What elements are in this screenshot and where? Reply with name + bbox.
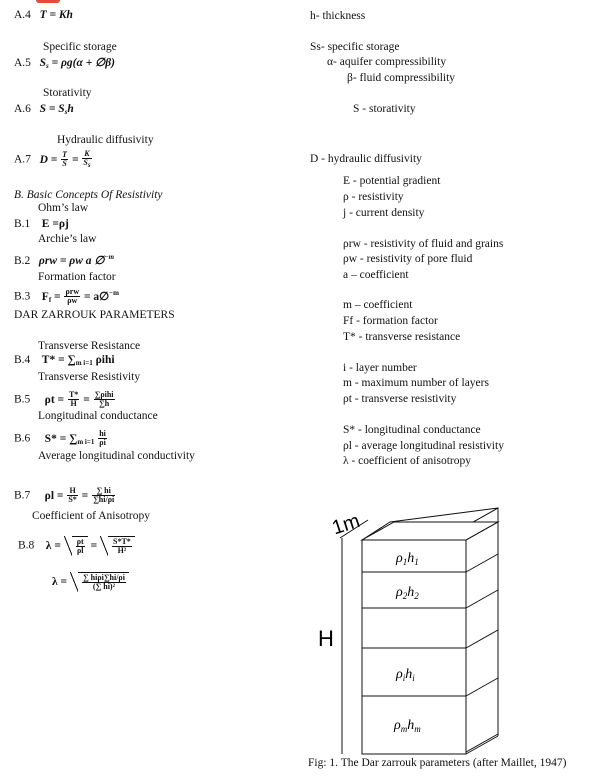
heading-ohms-law: Ohm’s law xyxy=(38,202,89,214)
eq-number: B.5 xyxy=(14,393,31,406)
def-m-max: m - maximum number of layers xyxy=(343,377,489,389)
eq-b5 xyxy=(14,391,116,409)
layer-label: $\rho_mh_m$ xyxy=(394,718,421,734)
eq-number: B.4 xyxy=(14,354,31,366)
equation: λ = $\frac{\text{∑ hiρi∑hi/ρi}}{\text{(∑ hi)²}}$ xyxy=(52,576,129,588)
def-s: S - storativity xyxy=(353,103,416,115)
equation: $F_f$ = $\frac{\text{ρrw}}{\rho w}$ = a∅$^{-m}$ xyxy=(41,287,119,306)
label-1m: 1m xyxy=(329,509,363,540)
heading-average-longitudinal-conductivity: Average longitudinal conductivity xyxy=(38,450,195,462)
def-rho: ρ - resistivity xyxy=(343,191,404,203)
def-h: h- thickness xyxy=(310,10,366,22)
heading-formation-factor: Formation factor xyxy=(38,271,116,283)
layer-label: $\rho_2h_2$ xyxy=(396,585,419,601)
heading-specific-storage: Specific storage xyxy=(43,41,117,53)
def-e: E - potential gradient xyxy=(343,175,441,187)
layer-label: $\rho_ih_i$ xyxy=(396,667,415,683)
def-rho-l: ρl - average longitudinal resistivity xyxy=(343,440,504,452)
eq-number: A.6 xyxy=(14,103,31,115)
heading-longitudinal-conductance: Longitudinal conductance xyxy=(38,410,158,422)
eq-a7 xyxy=(14,150,93,170)
eq-number: A.4 xyxy=(14,9,31,21)
eq-b4 xyxy=(14,355,115,367)
def-j: j - current density xyxy=(343,207,425,219)
eq-a4 xyxy=(14,10,73,22)
def-ff: Ff - formation factor xyxy=(343,315,438,327)
eq-a6 xyxy=(14,104,74,116)
equation: ρt = $\frac{T*}{H}$ = $\frac{\text{∑ρihi}}{\sum h}$ xyxy=(44,390,114,409)
eq-number: B.8 xyxy=(18,539,35,552)
eq-a5 xyxy=(14,58,115,70)
heading-dar-zarrouk: DAR ZARROUK PARAMETERS xyxy=(14,309,175,321)
def-rho-w: ρw - resistivity of pore fluid xyxy=(343,253,473,265)
corner-mark xyxy=(36,0,60,3)
eq-b7 xyxy=(14,487,116,505)
equation: ρrw = ρw a ∅$^{-m}$ xyxy=(38,253,115,267)
def-beta: β- fluid compressibility xyxy=(347,72,456,84)
def-tstar: T* - transverse resistance xyxy=(343,331,461,343)
equation: T = Kh xyxy=(39,9,73,21)
heading-coefficient-of-anisotropy: Coefficient of Anisotropy xyxy=(32,510,150,522)
eq-b3 xyxy=(14,288,119,306)
label-h: H xyxy=(318,626,334,651)
equation: E =ρj xyxy=(41,218,69,230)
eq-number: A.5 xyxy=(14,57,31,69)
section-heading-b: B. Basic Concepts Of Resistivity xyxy=(14,189,163,201)
def-rho-t: ρt - transverse resistivity xyxy=(343,393,457,405)
eq-number: B.7 xyxy=(14,489,31,502)
equation: λ = $\frac{\rho t}{\rho l}$ = $\frac{S*T*}{\text{H²}}$ xyxy=(46,540,135,552)
heading-storativity: Storativity xyxy=(43,87,92,99)
def-alpha: α- aquifer compressibility xyxy=(327,56,447,68)
eq-b6 xyxy=(14,430,108,448)
eq-b1 xyxy=(14,219,69,231)
def-m: m – coefficient xyxy=(343,299,413,311)
equation: $S = S_sh$ xyxy=(39,103,74,116)
dar-zarrouk-block-diagram xyxy=(308,500,508,756)
figure-caption: Fig: 1. The Dar zarrouk parameters (after Maillet, 1947) xyxy=(308,757,567,769)
def-i: i - layer number xyxy=(343,362,417,374)
eq-b8 xyxy=(18,536,135,556)
eq-number: B.2 xyxy=(14,255,31,267)
equation: D = $\frac{T}{S}$ = $\frac{K}{Ss}$ xyxy=(39,149,91,170)
heading-archies-law: Archie’s law xyxy=(38,233,97,245)
def-sstar: S* - longitudinal conductance xyxy=(343,424,481,436)
equation: $T* = \sum_{m i=1}$ ρihi xyxy=(41,354,115,367)
heading-transverse-resistivity: Transverse Resistivity xyxy=(38,371,141,383)
eq-b2 xyxy=(14,254,114,268)
block-side-face xyxy=(466,508,498,752)
heading-transverse-resistance: Transverse Resistance xyxy=(38,340,141,352)
def-a: a – coefficient xyxy=(343,269,409,281)
eq-number: B.3 xyxy=(14,290,31,303)
eq-number: B.1 xyxy=(14,218,31,230)
def-d: D - hydraulic diffusivity xyxy=(310,153,422,165)
heading-hydraulic-diffusivity: Hydraulic diffusivity xyxy=(57,134,154,146)
equation: $S* = \sum_{m i=1}$ $\frac{hi}{\rho i}$ xyxy=(44,429,106,448)
def-ss: Ss- specific storage xyxy=(310,41,400,53)
layer-label: $\rho_1h_1$ xyxy=(396,551,419,567)
equation: ρl = $\frac{H}{S*}$ = $\frac{\sum hi}{\sum hi/\rho i}$ xyxy=(44,486,115,505)
eq-number: B.6 xyxy=(14,432,31,445)
equation: $S_s = \rho g(\alpha$ + ∅β) xyxy=(39,57,115,70)
eq-number: A.7 xyxy=(14,153,31,166)
def-lambda: λ - coefficient of anisotropy xyxy=(343,455,471,467)
eq-b8-expanded xyxy=(52,572,129,592)
def-rho-rw: ρrw - resistivity of fluid and grains xyxy=(343,238,504,250)
